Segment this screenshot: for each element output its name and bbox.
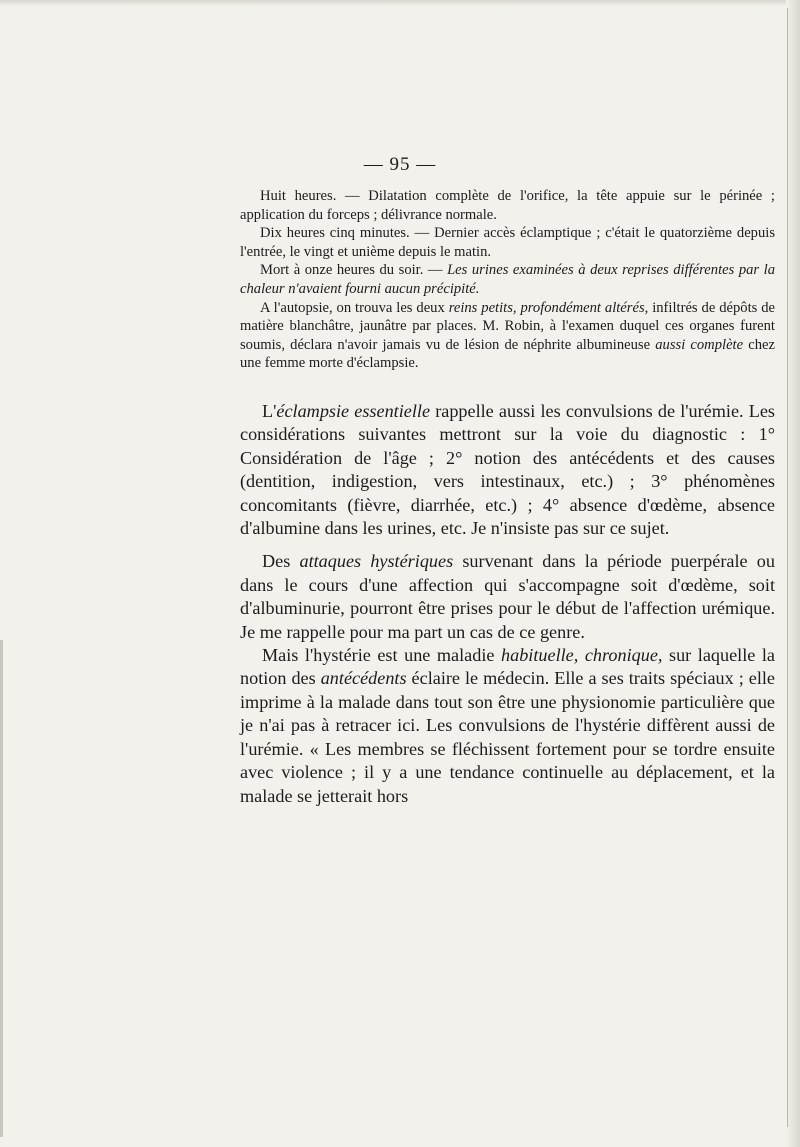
italic-run: reins petits, profondément altérés,	[448, 299, 649, 316]
paragraph-eight-hours: Huit heures. — Dilatation complète de l'orifice, la tête appuie sur le périnée ; application du forceps ; délivrance normale.	[240, 188, 775, 223]
italic-run: habituelle, chronique,	[501, 645, 663, 666]
paragraph-death	[240, 261, 775, 298]
text-run: Mais l'hystérie est une maladie	[262, 645, 502, 666]
text-run: rappelle aussi les convulsions de l'urémie. Les considérations suivantes mettront sur la voie du diagnostic : 1° Considération de l'âge ; 2° notion des antécédents et des causes (dentition, indigestion, vers intestinaux, etc.) ; 3° phénomènes concomitants (fièvre, diarrhée, etc.) ; 4° absence d'œdème, absence d'albumine dans les urines, etc. Je n'insiste pas sur ce sujet.	[240, 401, 775, 539]
italic-run: aussi complète	[655, 336, 744, 353]
text-run: Des	[262, 551, 300, 572]
text-run: Mort à onze heures du soir. —	[260, 262, 448, 279]
page-top-edge	[0, 0, 800, 6]
page-left-edge	[0, 640, 3, 1137]
text-run: éclaire le médecin. Elle a ses traits spéciaux ; elle imprime à la malade dans tout son être une physionomie particulière que je n'ai pas à retracer ici. Les convulsions de l'hystérie diffèrent aussi de l'urémie. « Les membres se fléchissent fortement pour se tordre ensuite avec violence ; il y a une tendance continuelle au déplacement, et la malade se jetterait hors	[240, 668, 775, 806]
italic-run: antécédents	[320, 668, 407, 689]
text-run: survenant dans la période puerpérale ou dans le cours d'une affection qui s'accompagne soit d'œdème, soit d'albuminurie, pourront être prises pour le début de l'affection urémique. Je me rappelle pour ma part un cas de ce genre.	[240, 551, 775, 642]
text-run: infiltrés de dépôts de matière blanchâtre, jaunâtre par places. M. Robin, à l'examen duquel ces organes furent soumis, déclara n'avoir jamais vu de lésion de néphrite albumineuse	[240, 299, 776, 353]
paragraph-ten-hours: Dix heures cinq minutes. — Dernier accès éclamptique ; c'était le quatorzième depuis l'entrée, le vingt et unième depuis le matin.	[240, 225, 775, 260]
paragraph-eclampsie	[240, 400, 775, 540]
case-report-block	[240, 187, 775, 373]
italic-run: éclampsie essentielle	[276, 401, 431, 421]
italic-run: attaques hystériques	[299, 551, 454, 572]
main-text-block	[240, 400, 775, 808]
text-run: L'	[262, 401, 277, 421]
paragraph-maladie-habituelle	[240, 644, 775, 808]
paragraph-autopsy	[240, 299, 775, 373]
text-run: sur laquelle la notion des	[240, 645, 775, 689]
page-number: — 95 —	[363, 154, 437, 175]
italic-run: Les urines examinées à deux reprises différentes par la chaleur n'avaient fourni aucun précipité.	[240, 262, 775, 297]
text-run: A l'autopsie, on trouva les deux	[260, 299, 449, 316]
text-run: chez une femme morte d'éclampsie.	[240, 336, 775, 372]
paragraph-hysterie	[240, 550, 775, 644]
